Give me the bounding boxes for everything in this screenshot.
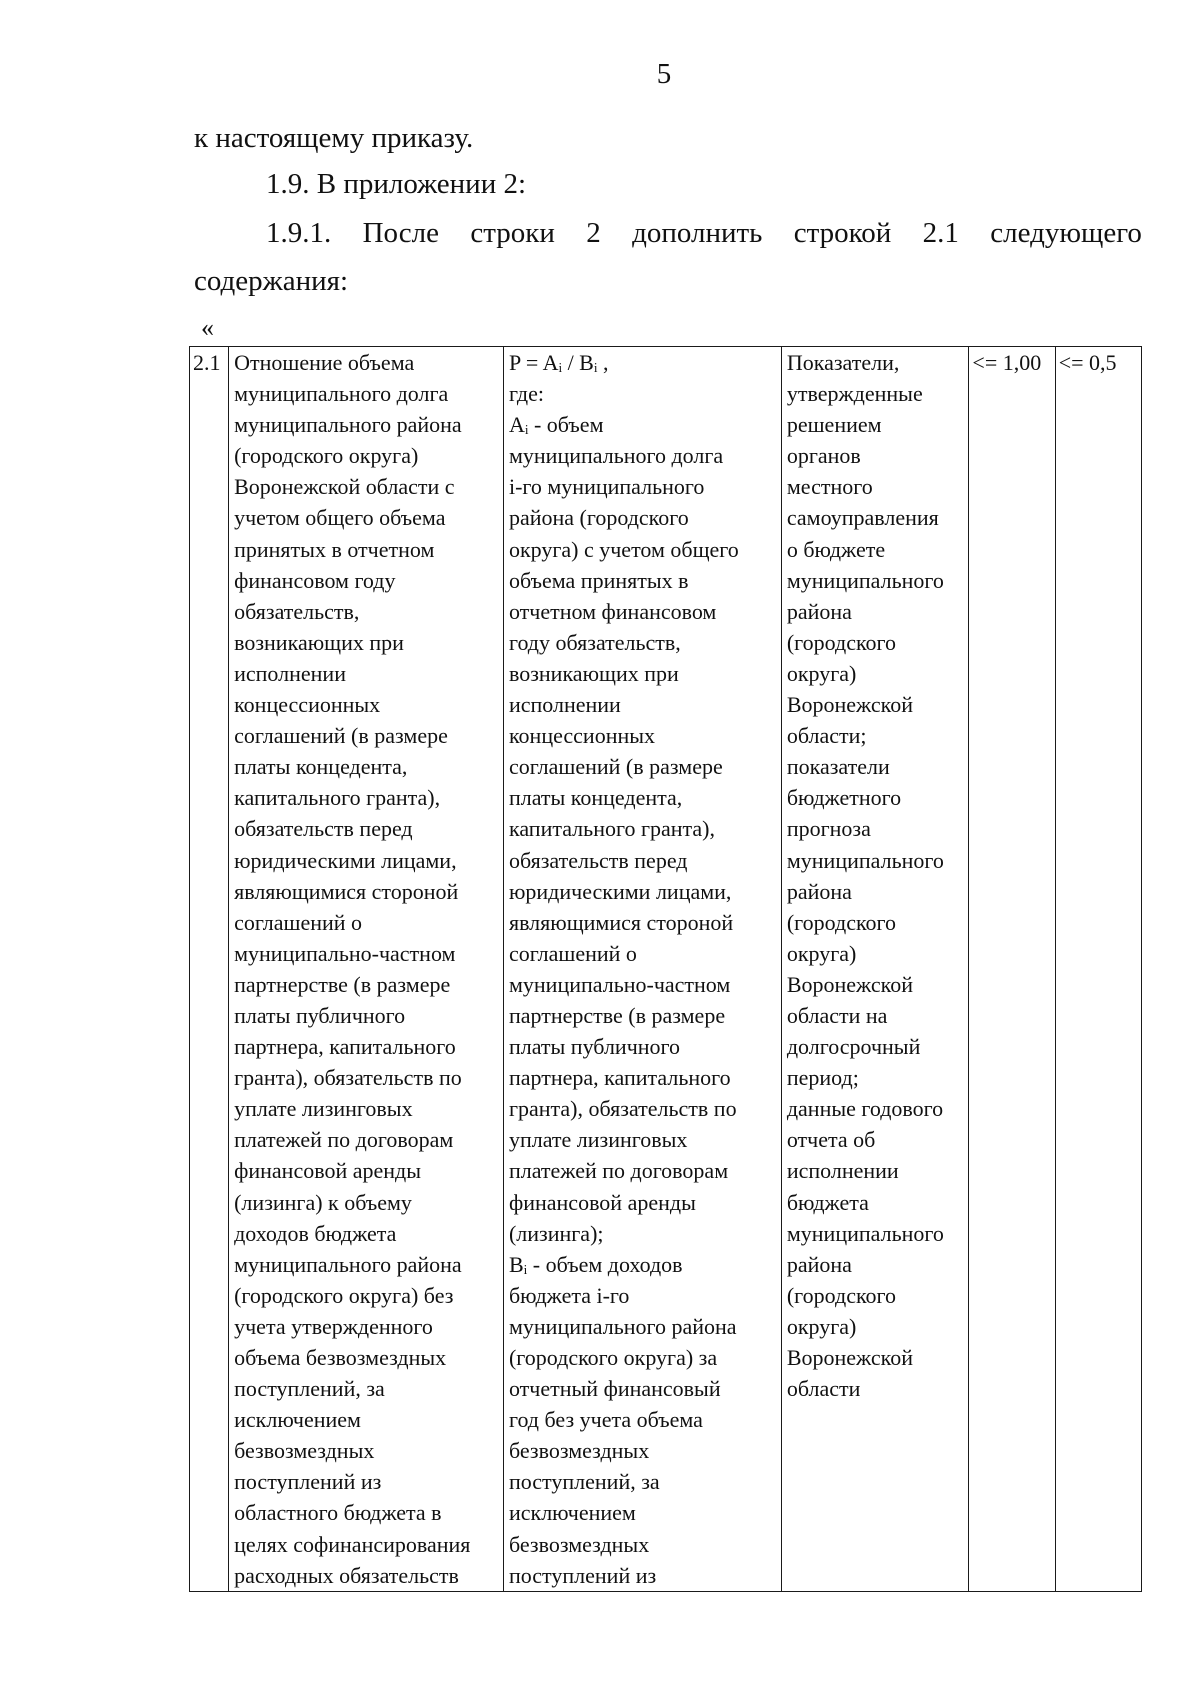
- row-number-cell: [190, 347, 229, 1592]
- source-cell: [781, 347, 969, 1592]
- indicator-table: [189, 346, 1142, 1592]
- table-row: [190, 347, 1142, 1592]
- indicator-name: Отношение объема муниципального долга муниципального района (городского округа) Воронежской области с учетом общего объема принятых в отчетном финансовом году обязательств, возникающих при исполнении концессионных соглашений (в размере платы концедента, капитального гранта), обязательств перед юридическими лицами, являющимися стороной соглашений о муниципально-частном партнерстве (в размере платы публичного партнера, капитального гранта), обязательств по уплате лизинговых платежей по договорам финансовой аренды (лизинга) к объему доходов бюджета муниципального района (городского округа) без учета утвержденного объема безвозмездных поступлений, за исключением безвозмездных поступлений из областного бюджета в целях софинансирования расходных обязательств: [234, 350, 471, 1588]
- justified-word: следующего: [990, 217, 1142, 249]
- threshold-1-cell: [969, 347, 1055, 1592]
- paragraph-item-1-9-1-end: содержания:: [194, 265, 349, 297]
- formula-cell: [503, 347, 781, 1592]
- opening-quote-mark: «: [201, 313, 214, 342]
- threshold-2-cell: [1055, 347, 1141, 1592]
- justified-word: строкой: [793, 217, 892, 249]
- justified-word: 2: [586, 217, 601, 249]
- indicator-name-cell: [229, 347, 504, 1592]
- page-number: 5: [656, 58, 672, 90]
- justified-word: После: [362, 217, 439, 249]
- paragraph-item-1-9: 1.9. В приложении 2:: [266, 168, 527, 200]
- threshold-2: <= 0,5: [1058, 350, 1117, 375]
- paragraph-continuation: к настоящему приказу.: [194, 122, 474, 154]
- justified-word: строки: [470, 217, 555, 249]
- formula-text: P = Aᵢ / Bᵢ , где: Aᵢ - объем муниципального долга i-го муниципального района (городского округа) с учетом общего объема принятых в отчетном финансовом году обязательств, возникающих при исполнении концессионных соглашений (в размере платы концедента, капитального гранта), обязательств перед юридическими лицами, являющимися стороной соглашений о муниципально-частном партнерстве (в размере платы публичного партнера, капитального гранта), обязательств по уплате лизинговых платежей по договорам финансовой аренды (лизинга); Bᵢ - объем доходов бюджета i-го муниципального района (городского округа) за отчетный финансовый год без учета объема безвозмездных поступлений, за исключением безвозмездных поступлений из: [508, 350, 739, 1588]
- threshold-1: <= 1,00: [972, 350, 1042, 375]
- row-number: 2.1: [193, 350, 221, 375]
- paragraph-item-1-9-1: [266, 216, 1142, 250]
- justified-word: дополнить: [632, 217, 763, 249]
- justified-word: 2.1: [922, 217, 959, 249]
- source-text: Показатели, утвержденные решением органов местного самоуправления о бюджете муниципального района (городского округа) Воронежской области; показатели бюджетного прогноза муниципального района (городского округа) Воронежской области на долгосрочный период; данные годового отчета об исполнении бюджета муниципального района (городского округа) Воронежской области: [786, 350, 944, 1402]
- justified-word: 1.9.1.: [266, 217, 332, 249]
